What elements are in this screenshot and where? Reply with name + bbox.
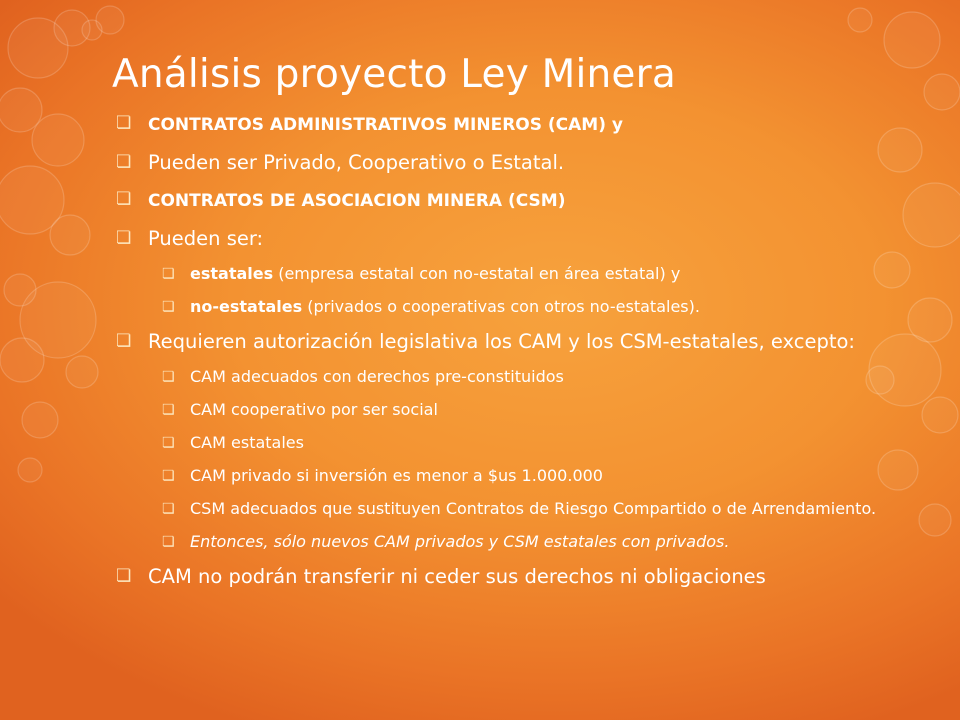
bullet-transferir [116, 565, 916, 588]
hollow-square-bullet-icon: ❏ [162, 501, 175, 517]
slide-title: Análisis proyecto Ley Minera [112, 52, 676, 97]
bullet-csm [116, 188, 916, 213]
bullet-text: Pueden ser Privado, Cooperativo o Estatal. [148, 151, 565, 174]
subbullet-cam-cooperativo [116, 400, 916, 420]
bullet-text: CONTRATOS ADMINISTRATIVOS MINEROS (CAM) y [148, 115, 623, 135]
subbullet-entonces [116, 532, 916, 552]
subbullet-cam-estatales [116, 433, 916, 453]
hollow-square-bullet-icon: ❏ [162, 299, 175, 315]
bullet-text: CAM adecuados con derechos pre-constituidos [190, 367, 564, 386]
bullet-text: (privados o cooperativas con otros no-estatales). [302, 297, 700, 316]
subbullet-cam-adecuados [116, 367, 916, 387]
bullet-text: Pueden ser: [148, 227, 264, 250]
bullet-autorizacion [116, 330, 916, 353]
subbullet-estatales [116, 264, 916, 284]
bullet-pueden-ser [116, 227, 916, 250]
hollow-square-bullet-icon: ❏ [162, 435, 175, 451]
hollow-square-bullet-icon: ❏ [162, 266, 175, 282]
hollow-square-bullet-icon: ❏ [162, 534, 175, 550]
bullet-text: CSM adecuados que sustituyen Contratos de Riesgo Compartido o de Arrendamiento. [190, 499, 877, 518]
hollow-square-bullet-icon: ❏ [116, 566, 132, 586]
hollow-square-bullet-icon: ❏ [116, 189, 132, 209]
bullet-text: CONTRATOS DE ASOCIACION MINERA (CSM) [148, 191, 566, 211]
bullet-tipos-cam [116, 151, 916, 174]
subbullet-no-estatales [116, 297, 916, 317]
bullet-text: CAM estatales [190, 433, 304, 452]
bullet-text: Entonces, sólo nuevos CAM privados y CSM estatales con privados. [190, 532, 730, 551]
bullet-list [116, 112, 916, 602]
bullet-bold-term: no-estatales [190, 297, 303, 316]
bullet-text: CAM privado si inversión es menor a $us 1.000.000 [190, 466, 603, 485]
bullet-bold-term: estatales [190, 264, 274, 283]
bullet-text: CAM no podrán transferir ni ceder sus derechos ni obligaciones [148, 565, 766, 588]
subbullet-cam-privado [116, 466, 916, 486]
hollow-square-bullet-icon: ❏ [116, 113, 132, 133]
bullet-cam [116, 112, 916, 137]
bullet-text: Requieren autorización legislativa los CAM y los CSM-estatales, excepto: [148, 330, 855, 353]
hollow-square-bullet-icon: ❏ [116, 331, 132, 351]
subbullet-csm-adecuados [116, 499, 916, 519]
hollow-square-bullet-icon: ❏ [162, 468, 175, 484]
hollow-square-bullet-icon: ❏ [162, 369, 175, 385]
hollow-square-bullet-icon: ❏ [116, 228, 132, 248]
bullet-text: CAM cooperativo por ser social [190, 400, 438, 419]
hollow-square-bullet-icon: ❏ [116, 152, 132, 172]
hollow-square-bullet-icon: ❏ [162, 402, 175, 418]
bullet-text: (empresa estatal con no-estatal en área estatal) y [273, 264, 681, 283]
